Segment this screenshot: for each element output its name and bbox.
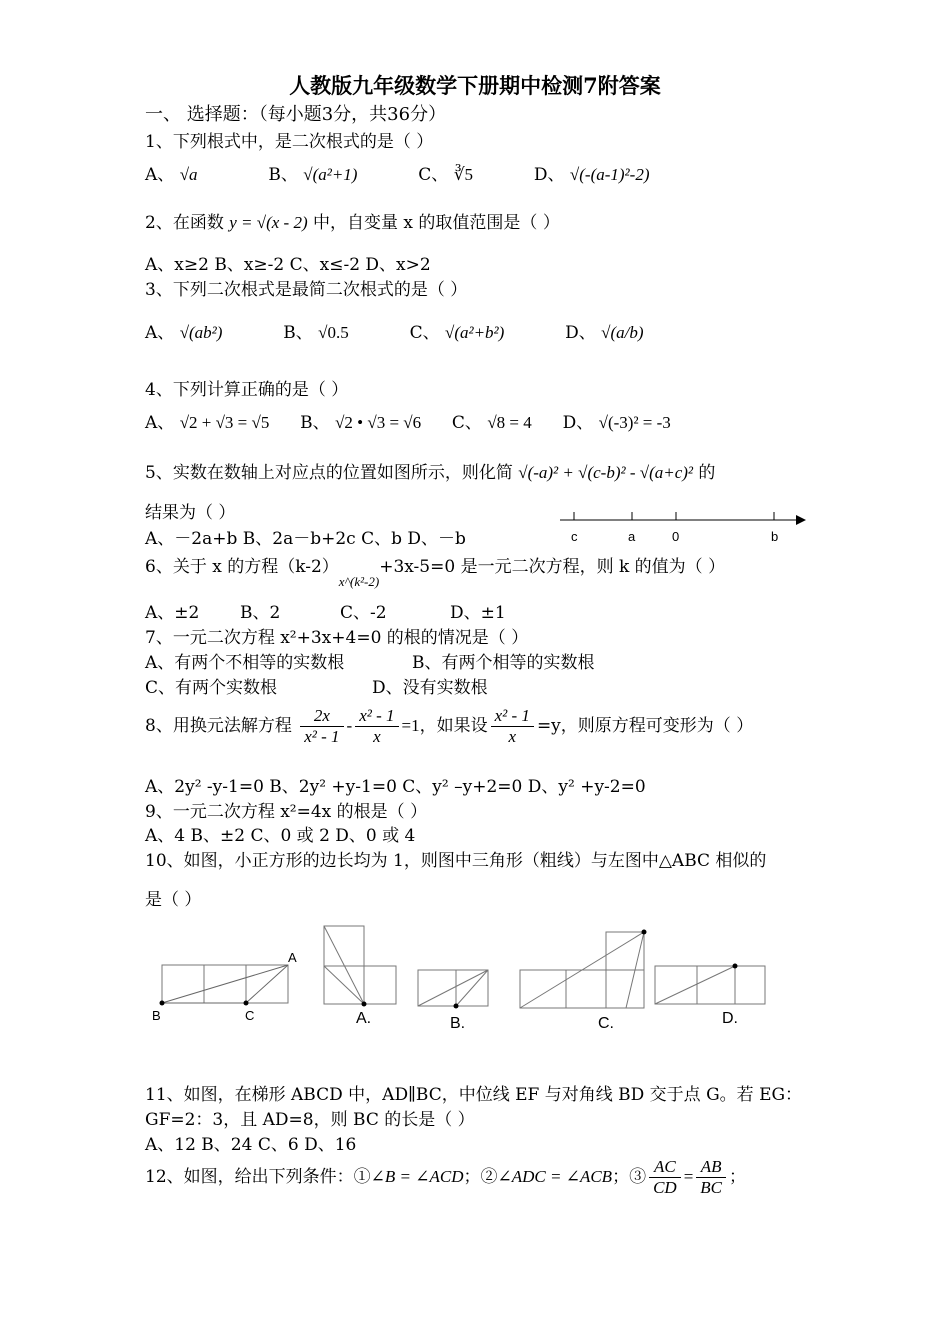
label-b: B <box>152 1008 161 1023</box>
q2-options[interactable]: A、x≥2 B、x≥-2 C、x≤-2 D、x>2 <box>145 255 431 275</box>
point-c <box>244 1001 249 1006</box>
q5-line2: 结果为（ ） <box>145 503 236 523</box>
q7-option-b[interactable]: B、有两个相等的实数根 <box>412 653 595 673</box>
question-10: 10、如图，小正方形的边长均为 1，则图中三角形（粗线）与左图中△ABC 相似的 <box>145 851 767 871</box>
question-6: 6、关于 x 的方程$(k-2)_{x\^{}(k^2-2)}+3x-5=0$ 是一元二次方程，则 k 的值为（ ） <box>145 557 726 589</box>
q1-option-d[interactable]: D、 √(-(a-1)²-2) <box>533 165 650 185</box>
option-c-figure <box>520 932 644 1008</box>
question-1: 1、下列根式中，是二次根式的是（ ） <box>145 132 434 152</box>
question-12: 12、如图，给出下列条件：①∠B = ∠ACD；②∠ADC = ∠ACB；③ $\frac{AC}{CD}$ = $\frac{AB}{BC}$ ； <box>145 1157 747 1197</box>
q8-fraction-1: $\frac{2x}{\text{x² - 1}}$ <box>300 706 343 747</box>
q10-option-d-label[interactable]: D. <box>722 1010 738 1027</box>
q9-options[interactable]: A、4 B、±2 C、0 或 2 D、0 或 4 <box>145 826 416 846</box>
q3-option-b[interactable]: B、 √0.5 <box>283 323 349 343</box>
question-3: 3、下列二次根式是最简二次根式的是（ ） <box>145 280 468 300</box>
q1-options <box>145 160 649 185</box>
q6-option-a[interactable]: A、±2 <box>145 603 200 623</box>
q1-option-a[interactable]: A、 √a <box>145 165 198 185</box>
question-4: 4、下列计算正确的是（ ） <box>145 380 349 400</box>
label-a: A <box>288 950 297 965</box>
q12-condition-1: ∠B = ∠ACD <box>370 1167 464 1186</box>
q12-fraction-ac-cd: $\frac{AC}{CD}$ <box>649 1157 681 1198</box>
q1-option-b[interactable]: B、 √(a²+1) <box>268 165 358 185</box>
question-8: 8、用换元法解方程 $\frac{2x}{\text{x² - 1}}$ - $\frac{\text{x² - 1}}{x}$ =1，如果设 $\frac{\text{x² - 1}}{x}$ =y，则原方程可变形为（ ） <box>145 706 754 746</box>
q7-option-d[interactable]: D、没有实数根 <box>372 678 488 698</box>
q11-line2: GF=2：3，且 AD=8，则 BC 的长是（ ） <box>145 1110 475 1130</box>
q11-options[interactable]: A、12 B、24 C、6 D、16 <box>145 1135 357 1155</box>
q8-fraction-2: $\frac{\text{x² - 1}}{x}$ <box>355 706 398 747</box>
q6-option-b[interactable]: B、2 <box>240 603 281 623</box>
question-5: 5、实数在数轴上对应点的位置如图所示，则化简 √(-a)² + √(c-b)² - √(a+c)² 的 <box>145 463 716 483</box>
section-heading: 一、 选择题：（每小题3分，共36分） <box>145 104 447 125</box>
q7-option-a[interactable]: A、有两个不相等的实数根 <box>145 653 345 673</box>
question-7: 7、一元二次方程 x²+3x+4=0 的根的情况是（ ） <box>145 628 529 648</box>
q6-power: x^(k²-2) <box>338 574 380 589</box>
q6-option-c[interactable]: C、-2 <box>340 603 387 623</box>
q10-option-c-label[interactable]: C. <box>598 1015 614 1032</box>
q7-option-c[interactable]: C、有两个实数根 <box>145 678 278 698</box>
numberline-label-c: c <box>571 529 578 544</box>
option-b-point <box>454 1004 459 1009</box>
option-d-figure <box>655 966 765 1004</box>
q3-option-c[interactable]: C、 √(a²+b²) <box>409 323 505 343</box>
q12-condition-2: ∠ADC = ∠ACB <box>497 1167 613 1186</box>
question-9: 9、一元二次方程 x²=4x 的根是（ ） <box>145 802 428 822</box>
q7-options-row2 <box>145 673 488 698</box>
point-b <box>160 1001 165 1006</box>
option-a-figure <box>324 926 396 1004</box>
label-c: C <box>245 1008 255 1023</box>
numberline-label-b: b <box>771 529 779 544</box>
arrow-right-icon <box>796 515 806 525</box>
q3-options <box>145 318 644 343</box>
page-title: 人教版九年级数学下册期中检测7附答案 <box>289 73 661 98</box>
q6-option-d[interactable]: D、±1 <box>450 603 506 623</box>
q3-option-a[interactable]: A、 √(ab²) <box>145 323 223 343</box>
option-a-point <box>362 1002 367 1007</box>
q4-option-b[interactable]: B、 √2 • √3 = √6 <box>300 413 422 433</box>
numberline-label-a: a <box>628 529 636 544</box>
option-b-figure <box>418 970 488 1006</box>
q6-options <box>145 598 506 623</box>
abc-triangle <box>162 965 288 1003</box>
q7-options-row1 <box>145 648 595 673</box>
q4-option-a[interactable]: A、 √2 + √3 = √5 <box>145 413 270 433</box>
q10-line2: 是（ ） <box>145 890 202 910</box>
q10-option-b-label[interactable]: B. <box>450 1015 466 1032</box>
option-d-point <box>733 964 738 969</box>
q5-formula: √(-a)² + √(c-b)² - √(a+c)² <box>518 463 693 482</box>
q1-option-c[interactable]: C、 ∛5 <box>418 165 474 185</box>
q4-option-d[interactable]: D、 √(-3)² = -3 <box>562 413 671 433</box>
option-c-point <box>642 930 647 935</box>
q10-option-a-label[interactable]: A. <box>356 1010 372 1027</box>
q2-function-formula: y = √(x - 2) <box>229 213 308 232</box>
q5-options[interactable]: A、－2a+b B、2a－b+2c C、b D、－b <box>145 529 466 549</box>
q3-option-d[interactable]: D、 √(a/b) <box>565 323 644 343</box>
q8-options[interactable]: A、2y² -y-1=0 B、2y² +y-1=0 C、y² –y+2=0 D、y² +y-2=0 <box>145 777 646 797</box>
q4-options <box>145 408 671 433</box>
q8-fraction-3: $\frac{\text{x² - 1}}{x}$ <box>491 706 534 747</box>
numberline-label-zero: 0 <box>672 529 680 544</box>
q4-option-c[interactable]: C、 √8 = 4 <box>451 413 532 433</box>
question-2: 2、在函数 y = √(x - 2) 中，自变量 x 的取值范围是（ ） <box>145 213 560 233</box>
q12-fraction-ab-bc: $\frac{AB}{BC}$ <box>696 1157 726 1198</box>
question-11: 11、如图，在梯形 ABCD 中，AD∥BC，中位线 EF 与对角线 BD 交于点 G。若 EG： <box>145 1085 803 1105</box>
